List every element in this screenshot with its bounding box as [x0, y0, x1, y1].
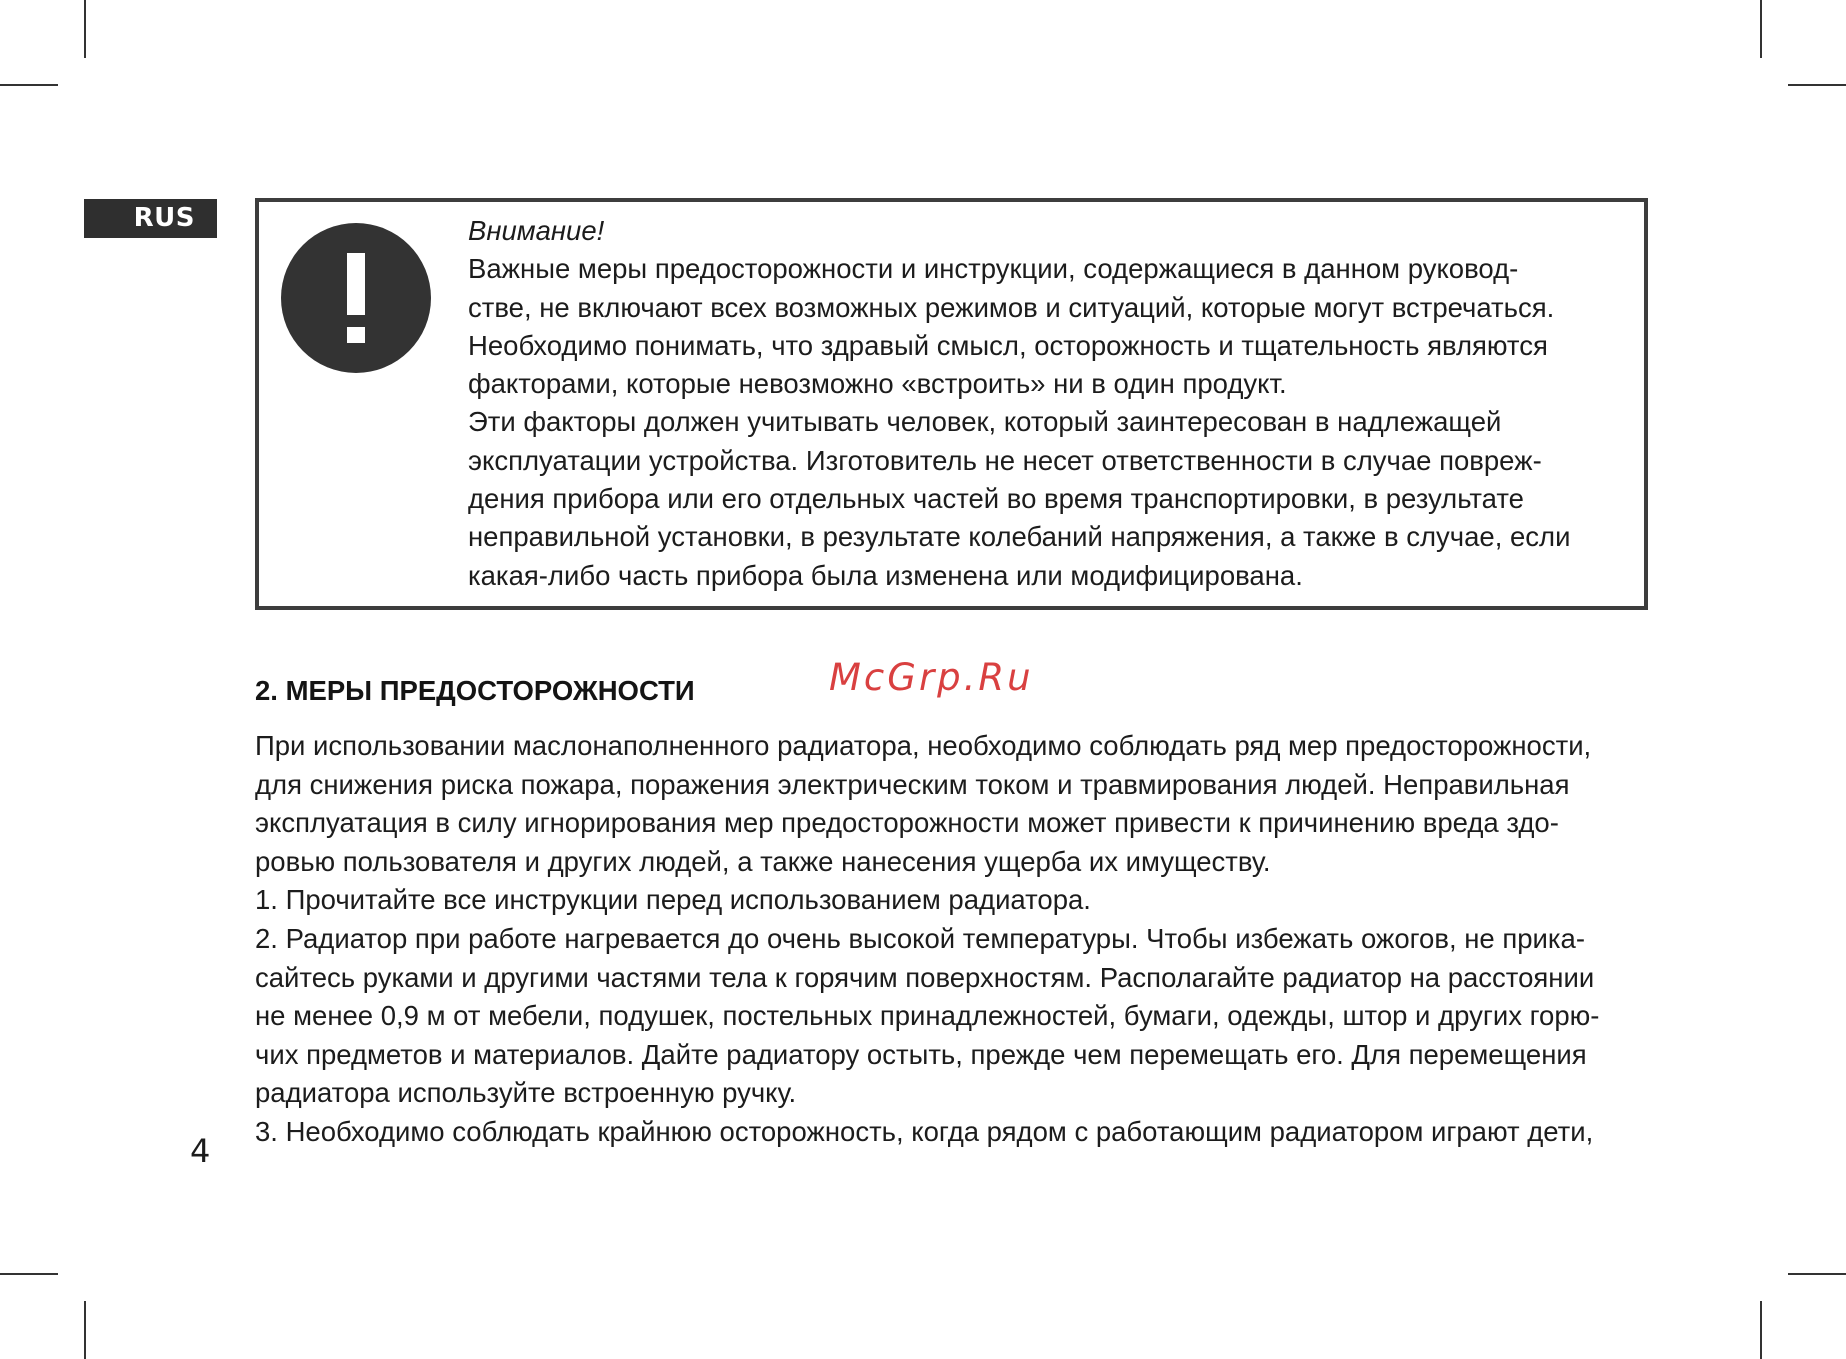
- crop-mark-bottom-right-horizontal: [1788, 1273, 1846, 1275]
- crop-mark-top-left-vertical: [84, 0, 86, 58]
- warning-heading: Внимание!: [468, 215, 605, 246]
- crop-mark-top-right-horizontal: [1788, 84, 1846, 86]
- warning-line: какая-либо часть прибора была изменена или модифицирована.: [468, 559, 1303, 591]
- body-line: эксплуатация в силу игнорирования мер предосторожности может привести к причинению вреда здо-: [255, 807, 1559, 839]
- body-line: 3. Необходимо соблюдать крайнюю осторожность, когда рядом с работающим радиатором играют дети,: [255, 1115, 1594, 1147]
- crop-mark-bottom-left-vertical: [84, 1301, 86, 1359]
- body-line: сайтесь руками и другими частями тела к горячим поверхностям. Располагайте радиатор на расстоянии: [255, 961, 1595, 993]
- crop-mark-bottom-right-vertical: [1760, 1301, 1762, 1359]
- exclamation-dot: [347, 327, 365, 343]
- section-body: [255, 727, 1655, 1152]
- warning-line: Необходимо понимать, что здравый смысл, осторожность и тщательность являются: [468, 329, 1548, 361]
- watermark: McGrp.Ru: [829, 656, 1034, 699]
- language-tab: RUS: [84, 199, 217, 238]
- page-number: 4: [190, 1132, 211, 1170]
- warning-line: дения прибора или его отдельных частей во время транспортировки, в результате: [468, 483, 1524, 515]
- crop-mark-bottom-left-horizontal: [0, 1273, 58, 1275]
- body-line: не менее 0,9 м от мебели, подушек, постельных принадлежностей, бумаги, одежды, штор и других горю-: [255, 1000, 1600, 1032]
- warning-line: неправильной установки, в результате колебаний напряжения, а также в случае, если: [468, 521, 1571, 553]
- body-line: радиатора используйте встроенную ручку.: [255, 1077, 797, 1109]
- body-line: чих предметов и материалов. Дайте радиатору остыть, прежде чем перемещать его. Для перемещения: [255, 1038, 1587, 1070]
- section-title: 2. МЕРЫ ПРЕДОСТОРОЖНОСТИ: [255, 675, 695, 706]
- body-line: При использовании маслонаполненного радиатора, необходимо соблюдать ряд мер предосторожности,: [255, 730, 1592, 761]
- warning-line: факторами, которые невозможно «встроить» ни в один продукт.: [468, 368, 1287, 400]
- warning-line: Эти факторы должен учитывать человек, который заинтересован в надлежащей: [468, 406, 1502, 438]
- exclamation-circle-icon: [281, 223, 431, 373]
- crop-mark-top-right-vertical: [1760, 0, 1762, 58]
- warning-box: [255, 198, 1648, 610]
- body-line: 1. Прочитайте все инструкции перед использованием радиатора.: [255, 884, 1091, 916]
- warning-line: стве, не включают всех возможных режимов и ситуаций, которые могут встречаться.: [468, 291, 1555, 323]
- body-line: для снижения риска пожара, поражения электрическим током и травмирования людей. Неправильная: [255, 768, 1570, 800]
- body-line: ровью пользователя и других людей, а также нанесения ущерба их имуществу.: [255, 845, 1271, 877]
- warning-line: эксплуатации устройства. Изготовитель не несет ответственности в случае повреж-: [468, 444, 1542, 476]
- crop-mark-top-left-horizontal: [0, 84, 58, 86]
- warning-line: Важные меры предосторожности и инструкции, содержащиеся в данном руковод-: [468, 253, 1519, 285]
- exclamation-bar: [347, 253, 365, 315]
- warning-text: [468, 212, 1638, 595]
- body-line: 2. Радиатор при работе нагревается до очень высокой температуры. Чтобы избежать ожогов, не прика-: [255, 922, 1585, 954]
